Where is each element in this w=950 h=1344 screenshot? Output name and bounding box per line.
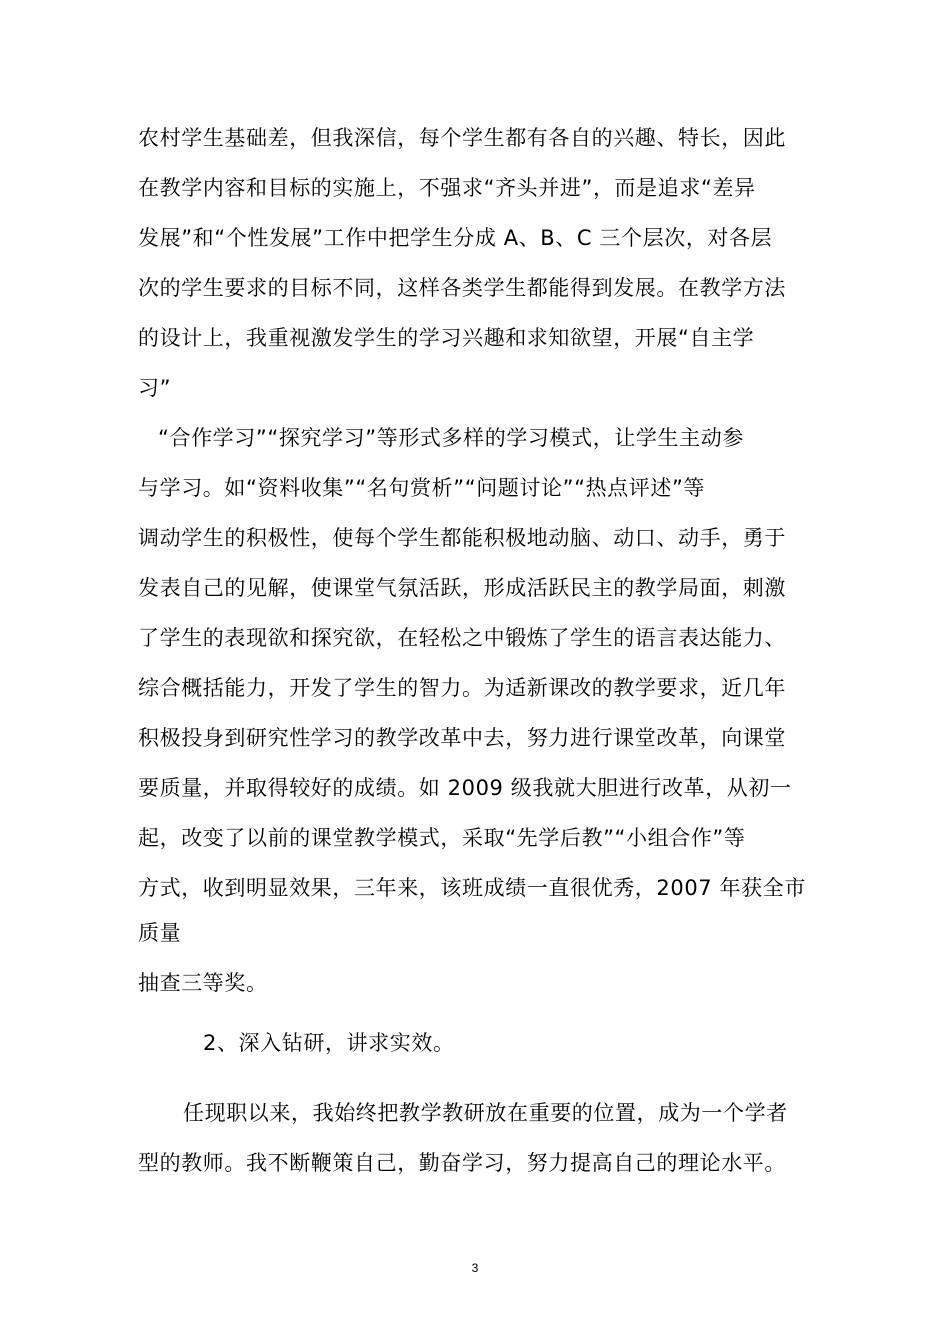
body-text-line: 的设计上，我重视激发学生的学习兴趣和求知欲望，开展“自主学 — [138, 326, 755, 350]
body-text-line: 调动学生的积极性，使每个学生都能积极地动脑、动口、动手，勇于 — [138, 526, 786, 550]
body-text-line: 要质量，并取得较好的成绩。如 2009 级我就大胆进行改革，从初一 — [138, 776, 792, 800]
body-text-line: 习” — [138, 376, 172, 400]
body-text-line: 次的学生要求的目标不同，这样各类学生都能得到发展。在教学方法 — [138, 276, 786, 300]
body-text-line: 质量 — [138, 921, 182, 945]
body-text-line: 抽查三等奖。 — [138, 971, 268, 995]
body-text-line: 在教学内容和目标的实施上，不强求“齐头并进”，而是追求“差异 — [138, 176, 756, 200]
body-text-line: 起，改变了以前的课堂教学模式，采取“先学后教”“小组合作”等 — [138, 826, 746, 850]
body-text-line: 型的教师。我不断鞭策自己，勤奋学习，努力提高自己的理论水平。 — [138, 1151, 786, 1175]
body-text-line: 综合概括能力，开发了学生的智力。为适新课改的教学要求，近几年 — [138, 676, 786, 700]
body-text-line: 积极投身到研究性学习的教学改革中去，努力进行课堂改革，向课堂 — [138, 726, 786, 750]
section-heading: 2、深入钻研，讲求实效。 — [203, 1031, 455, 1055]
body-text-line: “合作学习”“探究学习”等形式多样的学习模式，让学生主动参 — [158, 426, 744, 450]
body-text-line: 发展”和“个性发展”工作中把学生分成 A、B、C 三个层次，对各层 — [138, 226, 773, 250]
body-text-line: 发表自己的见解，使课堂气氛活跃，形成活跃民主的教学局面，刺激 — [138, 576, 786, 600]
body-text-line: 方式，收到明显效果，三年来，该班成绩一直很优秀，2007 年获全市 — [138, 876, 806, 900]
body-text-line: 与学习。如“资料收集”“名句赏析”“问题讨论”“热点评述”等 — [138, 476, 706, 500]
page-number: 3 — [471, 1261, 479, 1275]
body-text-line: 了学生的表现欲和探究欲，在轻松之中锻炼了学生的语言表达能力、 — [138, 626, 786, 650]
body-text-line: 任现职以来，我始终把教学教研放在重要的位置，成为一个学者 — [183, 1101, 788, 1125]
body-text-line: 农村学生基础差，但我深信，每个学生都有各自的兴趣、特长，因此 — [138, 126, 786, 150]
